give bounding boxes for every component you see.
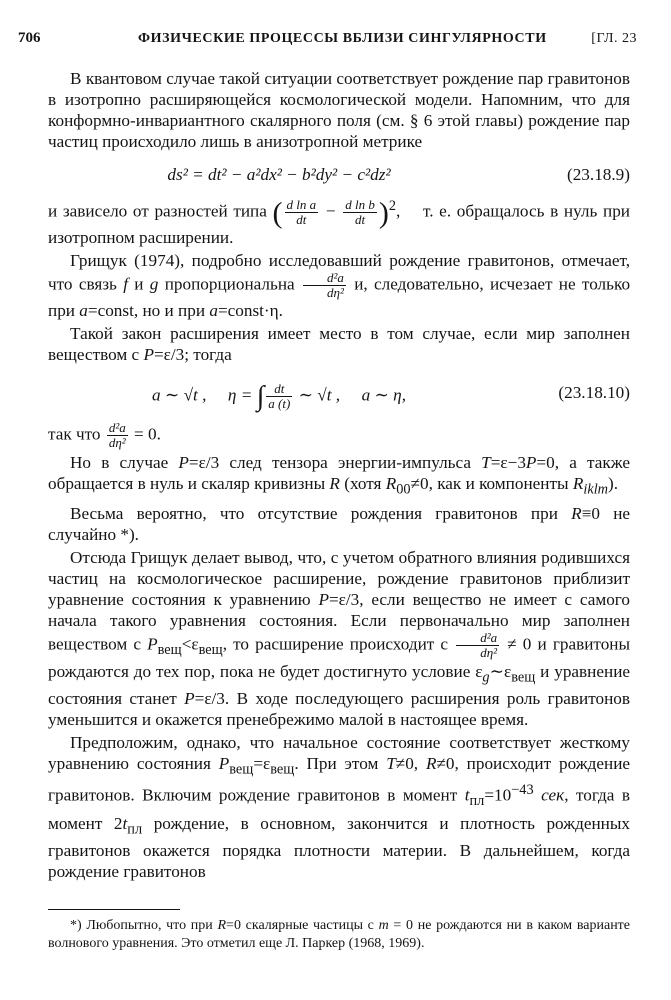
equation-number: (23.18.10) bbox=[558, 383, 630, 403]
paragraph-7: Весьма вероятно, что отсутствие рождения гравитонов при R≡0 не случайно *). bbox=[48, 503, 631, 544]
footnote-rule bbox=[48, 909, 180, 910]
chapter-label: [ГЛ. 23 bbox=[591, 31, 637, 46]
main-text bbox=[48, 68, 630, 882]
paragraph-5: так что $\frac{\text{d²a}}{\text{dη²}}$ = 0. bbox=[48, 420, 161, 451]
paragraph-8: Отсюда Грищук делает вывод, что, с учетом обратного влияния родившихся частиц на космологическое расширение, рождение гравитонов приблизит уравнение состояния к уравнению P=ε/3, если вещество не имеет с самого начала такого уравнения состояния. Если первоначально мир заполнен веществом с $P_{вещ}<\varepsilon_{вещ}$, то расширение происходит с $\frac{\text{d²a}}{\text{dη²}}$ ≠ 0 и гравитоны рождаются до тех пор, пока не будет достигнуто условие $\varepsilon_g\sim\varepsilon_{вещ}$ и уравнение состояния станет P=ε/3. В ходе последующего расширения роль гравитонов уменьшится и окажется пренебрежимо малой в настоящее время. bbox=[48, 547, 631, 730]
running-header bbox=[18, 30, 637, 52]
equation-number: (23.18.9) bbox=[566, 165, 630, 184]
paragraph-2: и зависело от разностей типа ( $\frac{\text{d ln a}}{dt}$ − $\frac{\text{d ln b}}{dt}$ )$^2$, т. е. обращалось в нуль при изотропном расширении. bbox=[48, 196, 630, 248]
running-title: ФИЗИЧЕСКИЕ ПРОЦЕССЫ ВБЛИЗИ СИНГУЛЯРНОСТИ bbox=[138, 31, 547, 46]
paragraph-9: Предположим, однако, что начальное состояние соответствует жесткому уравнению состояния $P_{вещ}=\varepsilon_{вещ}$. При этом T≠0, R≠0, происходит рождение гравитонов. Включим рождение гравитонов в момент $t_{пл}=10^{-43}$ сек, тогда в момент $2t_{пл}$ рождение, в основном, закончится и плотность рожденных гравитонов окажется порядка плотности материи. В дальнейшем, когда рождение гравитонов bbox=[48, 733, 631, 882]
equation-23-18-9 bbox=[48, 158, 630, 192]
equation-23-18-10 bbox=[48, 369, 630, 417]
paragraph-3: Грищук (1974), подробно исследовавший рождение гравитонов, отмечает, что связь f и g пропорциональна $\frac{\text{d²a}}{\text{dη²}}$ и, следовательно, исчезает не только при a=const, но и при a=const·η. bbox=[48, 251, 631, 321]
page-number: 706 bbox=[18, 30, 41, 46]
paragraph-1: В квантовом случае такой ситуации соответствует рождение пар гравитонов в изотропно расширяющейся космологической модели. Напомним, что для конформно-инвариантного скалярного поля (см. § 6 этой главы) рождение пар частиц происходило лишь в анизотропной метрике bbox=[48, 69, 630, 151]
equation-formula: a ∼ √t , η = ∫ $\frac{dt}{a (t)}$ ∼ √t , a ∼ η, bbox=[152, 381, 406, 413]
paragraph-4: Такой закон расширения имеет место в том случае, если мир заполнен веществом с P=ε/3; тогда bbox=[48, 324, 630, 365]
paragraph-6: Но в случае P=ε/3 след тензора энергии-импульса T=ε−3P=0, а также обращается в нуль и скаляр кривизны R (хотя $R_{00}\ne 0$, как и компоненты $R_{iklm}$). bbox=[48, 453, 631, 498]
equation-formula: ds² = dt² − a²dx² − b²dy² − c²dz² bbox=[167, 165, 391, 184]
footnote: *) Любопытно, что при R=0 скалярные частицы с m = 0 не рождаются ни в каком варианте волнового уравнения. Это отметил еще Л. Паркер (1968, 1969). bbox=[48, 918, 631, 951]
